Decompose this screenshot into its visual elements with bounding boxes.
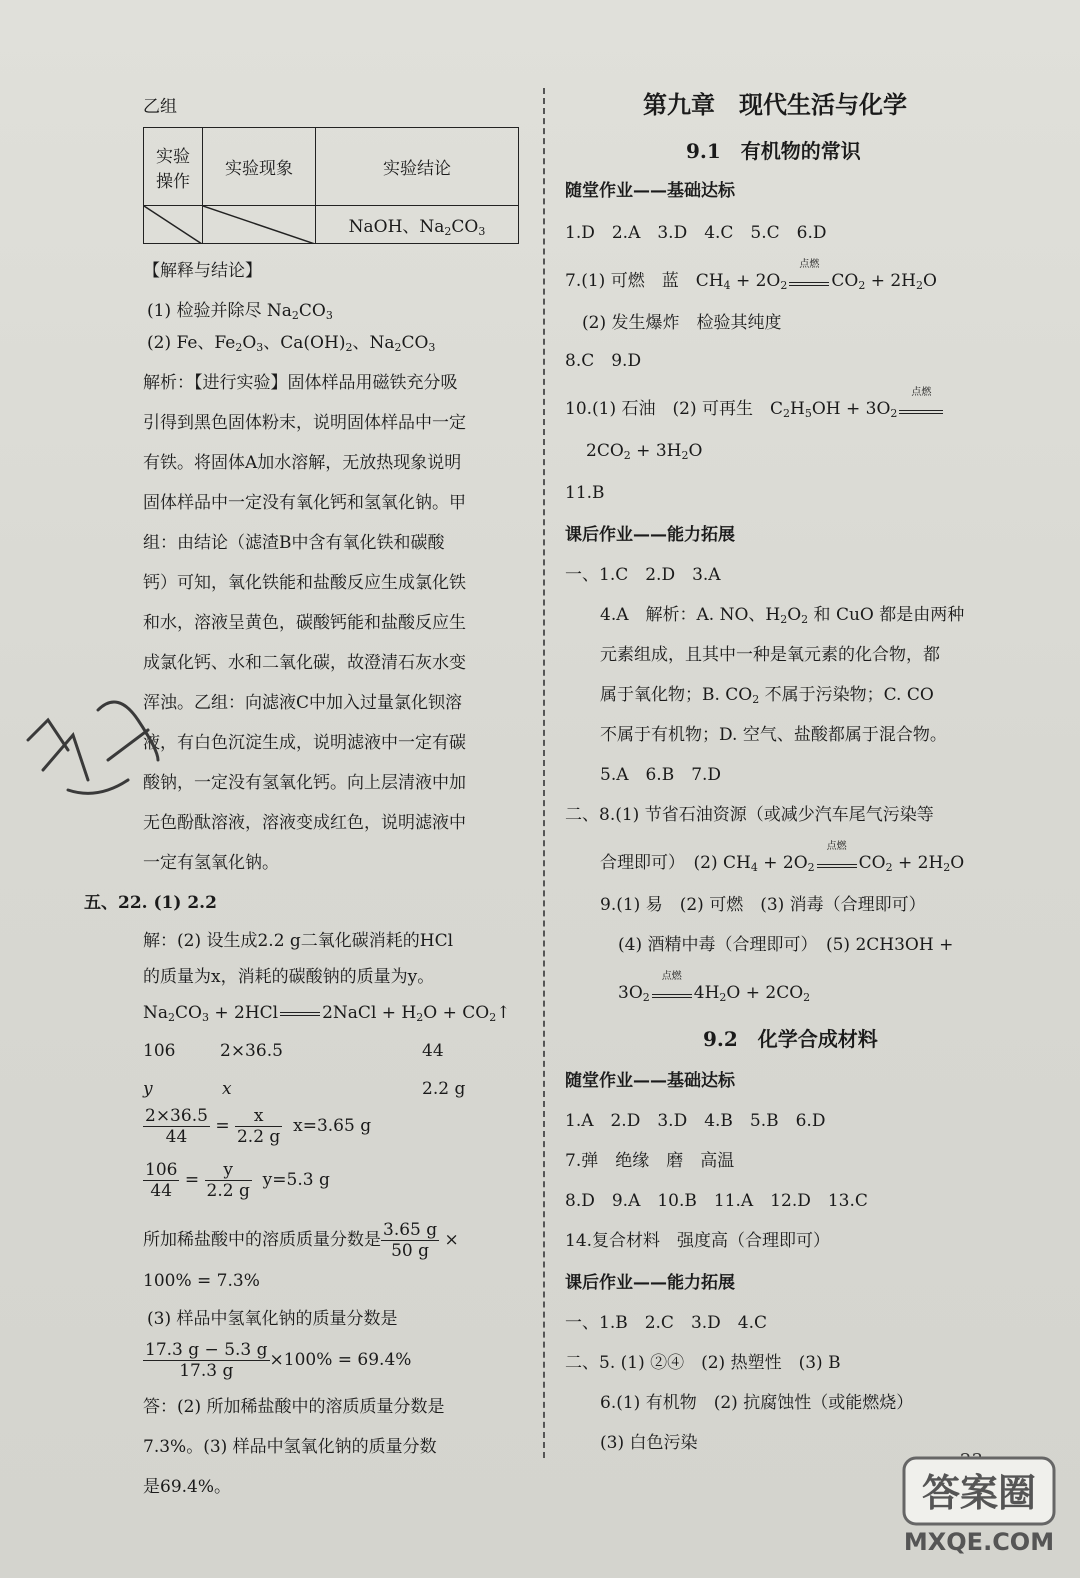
answer-row: 9.(1) 易 (2) 可燃 (3) 消毒（合理即可）: [600, 895, 926, 915]
table-cell-empty-2: [203, 206, 316, 244]
analysis-line: 酸钠，一定没有氢氧化钙。向上层清液中加: [143, 773, 466, 793]
solution-line: 的质量为x，消耗的碳酸钠的质量为y。: [143, 967, 435, 987]
answer-row-4: 4.A 解析：A. NO、$H_2O_2$ 和 CuO 都是由两种: [600, 605, 965, 626]
answer-row: 元素组成，且其中一种是氧元素的化合物，都: [600, 645, 940, 665]
var-y: y: [143, 1079, 153, 1099]
answer-line: 7.3%。(3) 样品中氢氧化钠的质量分数: [143, 1437, 437, 1457]
table-header-conclusion: 实验结论: [316, 128, 519, 206]
answer-row-10b: $2CO_2 + 3H_2O$: [586, 441, 703, 462]
table-header-operation: 实验 操作: [144, 128, 203, 206]
solution-line: 解：(2) 设生成2.2 g二氧化碳消耗的HCl: [143, 931, 454, 951]
subheading-basic: 随堂作业——基础达标: [565, 181, 735, 201]
analysis-line: 成氯化钙、水和二氧化碳，故澄清石灰水变: [143, 653, 466, 673]
svg-text:MXQE.COM: MXQE.COM: [903, 1528, 1055, 1556]
analysis-line: 一定有氢氧化钠。: [143, 853, 279, 873]
answer-row: 1.A 2.D 3.D 4.B 5.B 6.D: [565, 1111, 826, 1131]
subheading-basic-2: 随堂作业——基础达标: [565, 1071, 735, 1091]
analysis-line: 和水，溶液呈黄色，碳酸钙能和盐酸反应生: [143, 613, 466, 633]
var-x: x: [222, 1079, 232, 1099]
answer-row-10: 10.(1) 石油 (2) 可再生 $C_2H_5OH + 3O_2$ 点燃: [565, 398, 945, 420]
analysis-line: 无色酚酞溶液，溶液变成红色，说明滤液中: [143, 813, 466, 833]
answer-row: 1.D 2.A 3.D 4.C 5.C 6.D: [565, 223, 827, 243]
acid-result: 100% = 7.3%: [143, 1271, 260, 1291]
answer-row: (4) 酒精中毒（合理即可） (5) 2CH3OH +: [618, 935, 954, 955]
mass-co2: 2.2 g: [422, 1079, 466, 1099]
answer-row: 5.A 6.B 7.D: [600, 765, 722, 785]
watermark-logo: [900, 1450, 1060, 1560]
experiment-table: [143, 127, 519, 244]
table-cell-empty-1: [144, 206, 203, 244]
table-cell-conclusion: NaOH、$Na_2CO_3$: [316, 206, 519, 244]
table-header-phenomenon: 实验现象: [203, 128, 316, 206]
column-divider: [543, 88, 545, 1458]
ratio-73: 2×36.5: [220, 1041, 283, 1061]
fraction-eq-1: $\frac{2\times 36.5}{44}$ = $\frac{x}{2.2 g}$ x=3.65 g: [145, 1106, 372, 1147]
reaction-equation: $Na_2CO_3 + 2HCl$ 2NaCl + $H_2O$ + $CO_2↑$: [143, 1003, 511, 1024]
answer-row: 8.C 9.D: [565, 351, 642, 371]
answer-row: 二、8.(1) 节省石油资源（或减少汽车尾气污染等: [565, 805, 934, 825]
analysis-line: 液，有白色沉淀生成，说明滤液中一定有碳: [143, 733, 466, 753]
subheading-extended: 课后作业——能力拓展: [565, 525, 735, 545]
answer-row: 一、1.B 2.C 3.D 4.C: [565, 1313, 768, 1333]
group-label: 乙组: [143, 97, 177, 117]
answer-row-9b: $3O_2$ 点燃 $4H_2O + 2CO_2$: [618, 971, 811, 1004]
acid-fraction-line: 所加稀盐酸中的溶质质量分数是 $\frac{3.65 g}{50 g}$ ×: [143, 1220, 459, 1261]
ratio-44: 44: [422, 1041, 444, 1061]
chapter-title: 第九章 现代生活与化学: [643, 90, 907, 119]
answer-row: 一、1.C 2.D 3.A: [565, 565, 721, 585]
section-title-9-1: 9.1 有机物的常识: [686, 139, 861, 163]
section-title-9-2: 9.2 化学合成材料: [703, 1027, 878, 1051]
answer-row: 6.(1) 有机物 (2) 抗腐蚀性（或能燃烧）: [600, 1393, 914, 1413]
answer-line: 答：(2) 所加稀盐酸中的溶质质量分数是: [143, 1397, 445, 1417]
analysis-line: 有铁。将固体A加水溶解，无放热现象说明: [143, 453, 462, 473]
naoh-fraction: $\frac{17.3 g - 5.3 g}{17.3 g}$ ×100% = 69.4%: [145, 1340, 412, 1381]
answer-row-b: 属于氧化物；B. $CO_2$ 不属于污染物；C. CO: [600, 685, 934, 706]
question-22: 五、22. (1) 2.2: [84, 893, 217, 913]
answer-row: 8.D 9.A 10.B 11.A 12.D 13.C: [565, 1191, 868, 1211]
answer-row: 二、5. (1) ②④ (2) 热塑性 (3) B: [565, 1353, 841, 1373]
analysis-line: 引得到黑色固体粉末，说明固体样品中一定: [143, 413, 466, 433]
answer-row: 14.复合材料 强度高（合理即可）: [565, 1231, 831, 1251]
naoh-heading: (3) 样品中氢氧化钠的质量分数是: [147, 1309, 398, 1329]
analysis-line: 组：由结论（滤渣B中含有氧化铁和碳酸: [143, 533, 445, 553]
svg-text:答案圈: 答案圈: [921, 1471, 1037, 1515]
answer-row-7: 7.(1) 可燃 蓝 $CH_4 + 2O_2$ 点燃 $CO_2 + 2H_2O$: [565, 259, 937, 292]
answer-row: 7.弹 绝缘 磨 高温: [565, 1151, 735, 1171]
analysis-line: 固体样品中一定没有氧化钙和氢氧化钠。甲: [143, 493, 466, 513]
analysis-line: 解析：【进行实验】固体样品用磁铁充分吸: [143, 373, 458, 393]
answer-row: (2) 发生爆炸 检验其纯度: [582, 313, 782, 333]
fraction-eq-2: $\frac{106}{44}$ = $\frac{y}{2.2 g}$ y=5.3 g: [145, 1160, 330, 1201]
analysis-line: 钙）可知，氧化铁能和盐酸反应生成氯化铁: [143, 573, 466, 593]
answer-row: (3) 白色污染: [600, 1433, 698, 1453]
analysis-line: 浑浊。乙组：向滤液C中加入过量氯化钡溶: [143, 693, 463, 713]
answer-line: 是69.4%。: [143, 1477, 232, 1497]
explain-1: (1) 检验并除尽 $Na_2CO_3$: [147, 301, 333, 322]
subheading-extended-2: 课后作业——能力拓展: [565, 1273, 735, 1293]
answer-row: 不属于有机物；D. 空气、盐酸都属于混合物。: [600, 725, 947, 745]
handwriting-scribble: [8, 650, 178, 820]
answer-row-8b: 合理即可） (2) $CH_4 + 2O_2$ 点燃 $CO_2 + 2H_2O$: [600, 841, 965, 874]
ratio-106: 106: [143, 1041, 176, 1061]
answer-row: 11.B: [565, 483, 605, 503]
explain-heading: 【解释与结论】: [143, 261, 262, 281]
explain-2: (2) Fe、$Fe_2O_3$、$Ca(OH)_2$、$Na_2CO_3$: [147, 333, 436, 354]
